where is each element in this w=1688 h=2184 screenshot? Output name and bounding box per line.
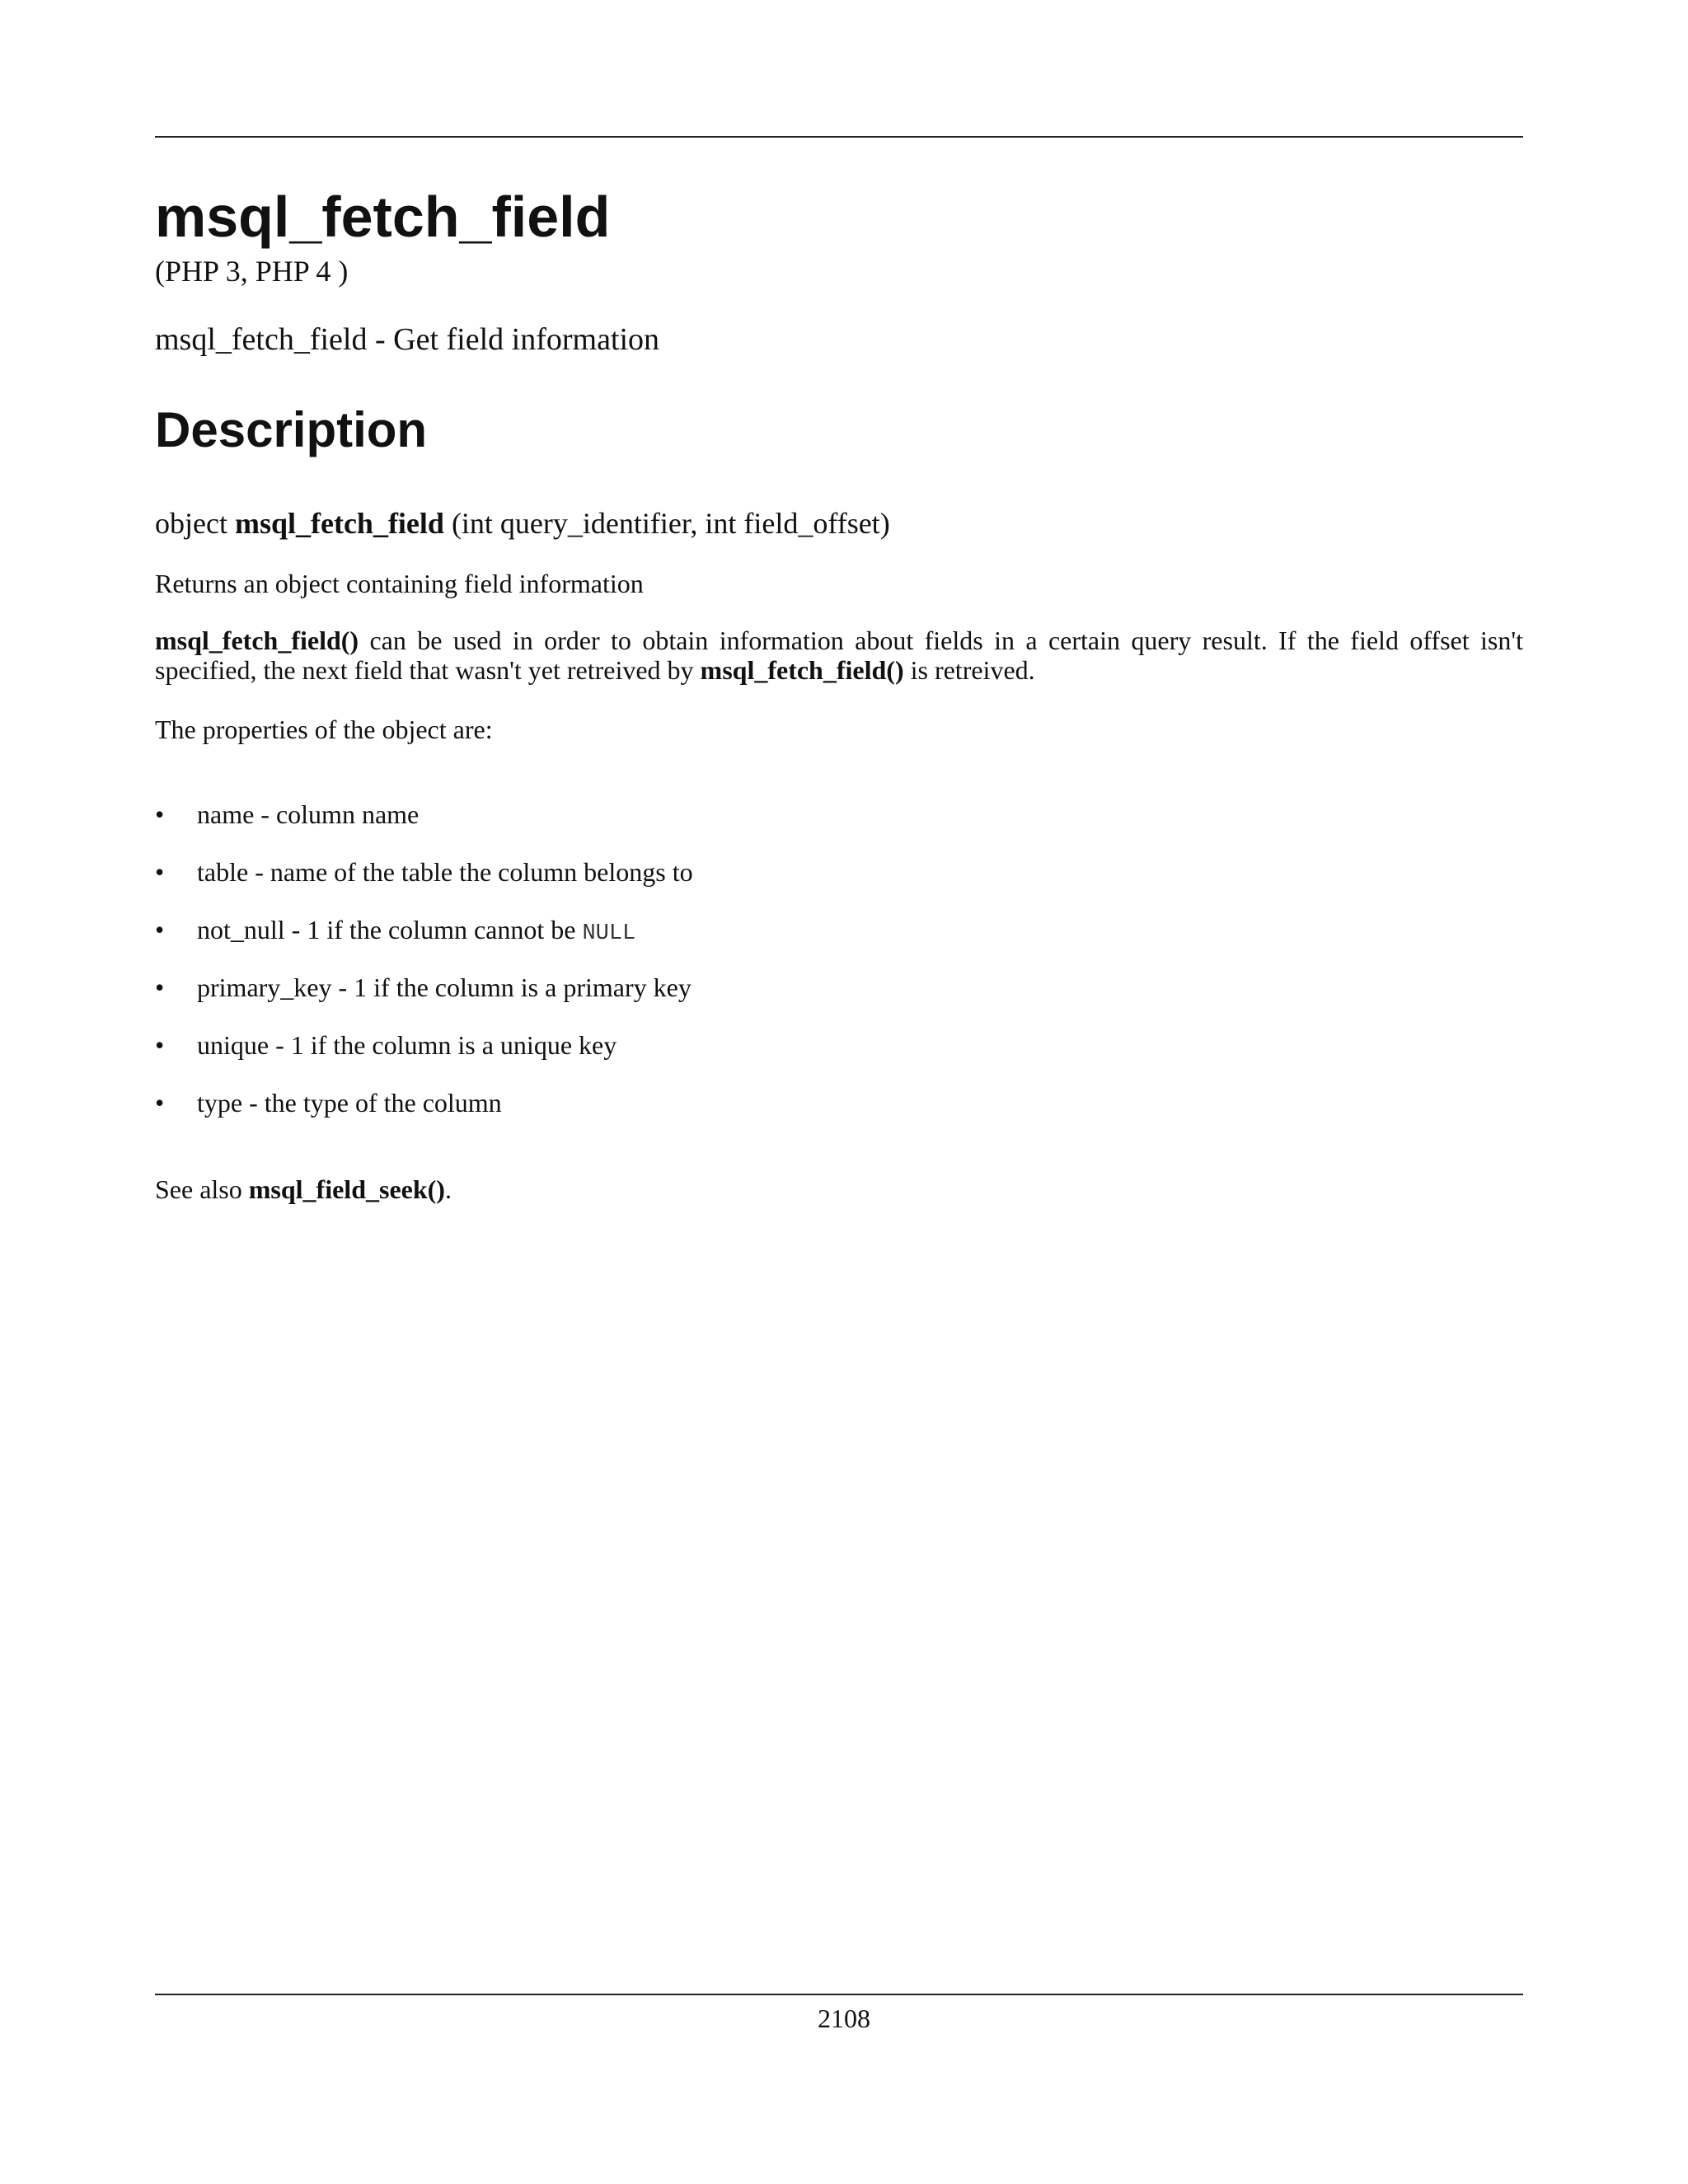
list-item: [155, 855, 693, 913]
bullet: •: [155, 799, 165, 829]
bullet: •: [155, 857, 165, 887]
property-text: table - name of the table the column belongs to: [197, 857, 693, 887]
header-rule: [155, 136, 1523, 138]
paragraph-text: can be used in order to obtain information about fields in a certain query result. If the field offset isn't specified, the next field that wasn't yet retreived by: [155, 626, 1523, 685]
return-type: object: [155, 507, 227, 540]
returns-text: Returns an object containing field information: [155, 569, 644, 598]
function-name: msql_fetch_field: [234, 507, 444, 540]
footer-rule: [155, 1994, 1523, 1995]
page-title: msql_fetch_field: [155, 185, 611, 249]
property-text: not_null - 1 if the column cannot be: [197, 915, 583, 944]
properties-intro: The properties of the object are:: [155, 715, 493, 744]
see-also-suffix: .: [444, 1174, 452, 1204]
bullet: •: [155, 1088, 165, 1118]
bullet: •: [155, 915, 165, 944]
version-info: (PHP 3, PHP 4 ): [155, 255, 349, 288]
function-ref: msql_fetch_field(): [700, 655, 904, 685]
paragraph-text: is retreived.: [903, 655, 1035, 685]
function-purpose: msql_fetch_field - Get field information: [155, 322, 660, 357]
see-also-link: msql_field_seek(): [248, 1174, 445, 1204]
code-literal: NULL: [582, 921, 636, 946]
property-text: type - the type of the column: [197, 1088, 502, 1118]
description-paragraph: [155, 626, 1523, 685]
bullet: •: [155, 972, 165, 1002]
property-text: unique - 1 if the column is a unique key: [197, 1030, 617, 1060]
bullet: •: [155, 1030, 165, 1060]
function-ref: msql_fetch_field(): [155, 626, 359, 655]
list-item: [155, 798, 693, 855]
list-item: [155, 1086, 693, 1144]
function-params: (int query_identifier, int field_offset): [451, 507, 890, 540]
list-item: [155, 971, 693, 1029]
property-text: primary_key - 1 if the column is a primary key: [197, 972, 692, 1002]
function-synopsis: [155, 506, 890, 541]
page-number: 2108: [818, 2004, 870, 2033]
property-text: name - column name: [197, 799, 420, 829]
properties-list: [155, 798, 693, 1144]
list-item: [155, 1029, 693, 1086]
see-also: [155, 1174, 452, 1205]
section-heading: Description: [155, 402, 428, 457]
list-item: [155, 913, 693, 971]
see-also-prefix: See also: [155, 1174, 249, 1204]
